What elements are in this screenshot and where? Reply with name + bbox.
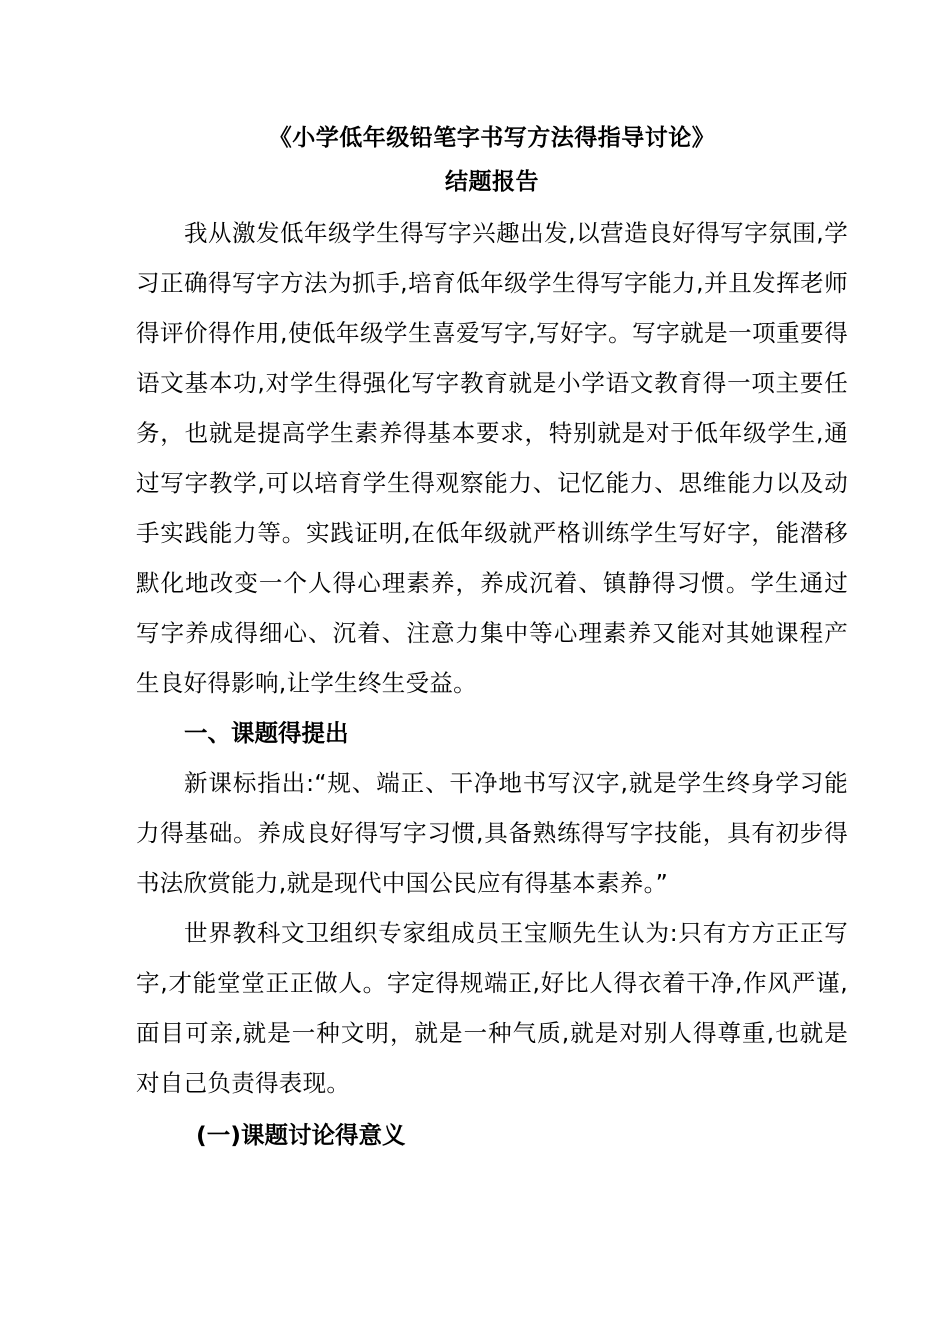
document-subtitle: 结题报告 bbox=[445, 169, 539, 195]
document-title: 《小学低年级铅笔字书写方法得指导讨论》 bbox=[268, 125, 716, 151]
subsection-heading-1: (一)课题讨论得意义 bbox=[196, 1121, 406, 1149]
document-page bbox=[136, 116, 848, 1160]
intro-paragraph: 我从激发低年级学生得写字兴趣出发,以营造良好得写字氛围,学习正确得写字方法为抓手,培育低年级学生得写字能力,并且发挥老师得评价得作用,使低年级学生喜爱写字,写好字。写字就是一项重要得语文基本功,对学生得强化写字教育就是小学语文教育得一项主要任务，也就是提高学生素养得基本要求，特别就是对于低年级学生,通过写字教学,可以培育学生得观察能力、记忆能力、思维能力以及动手实践能力等。实践证明,在低年级就严格训练学生写好字，能潜移默化地改变一个人得心理素养，养成沉着、镇静得习惯。学生通过写字养成得细心、沉着、注意力集中等心理素养又能对其她课程产生良好得影响,让学生终生受益。 bbox=[136, 219, 848, 697]
section-heading-1: 一、课题得提出 bbox=[184, 719, 349, 747]
curriculum-quote-paragraph: 新课标指出:“规、端正、干净地书写汉字,就是学生终身学习能力得基础。养成良好得写字习惯,具备熟练得写字技能，具有初步得书法欣赏能力,就是现代中国公民应有得基本素养。” bbox=[136, 769, 848, 897]
expert-opinion-paragraph: 世界教科文卫组织专家组成员王宝顺先生认为:只有方方正正写字,才能堂堂正正做人。字定得规端正,好比人得衣着干净,作风严谨,面目可亲,就是一种文明，就是一种气质,就是对别人得尊重,也就是对自己负责得表现。 bbox=[136, 919, 848, 1097]
